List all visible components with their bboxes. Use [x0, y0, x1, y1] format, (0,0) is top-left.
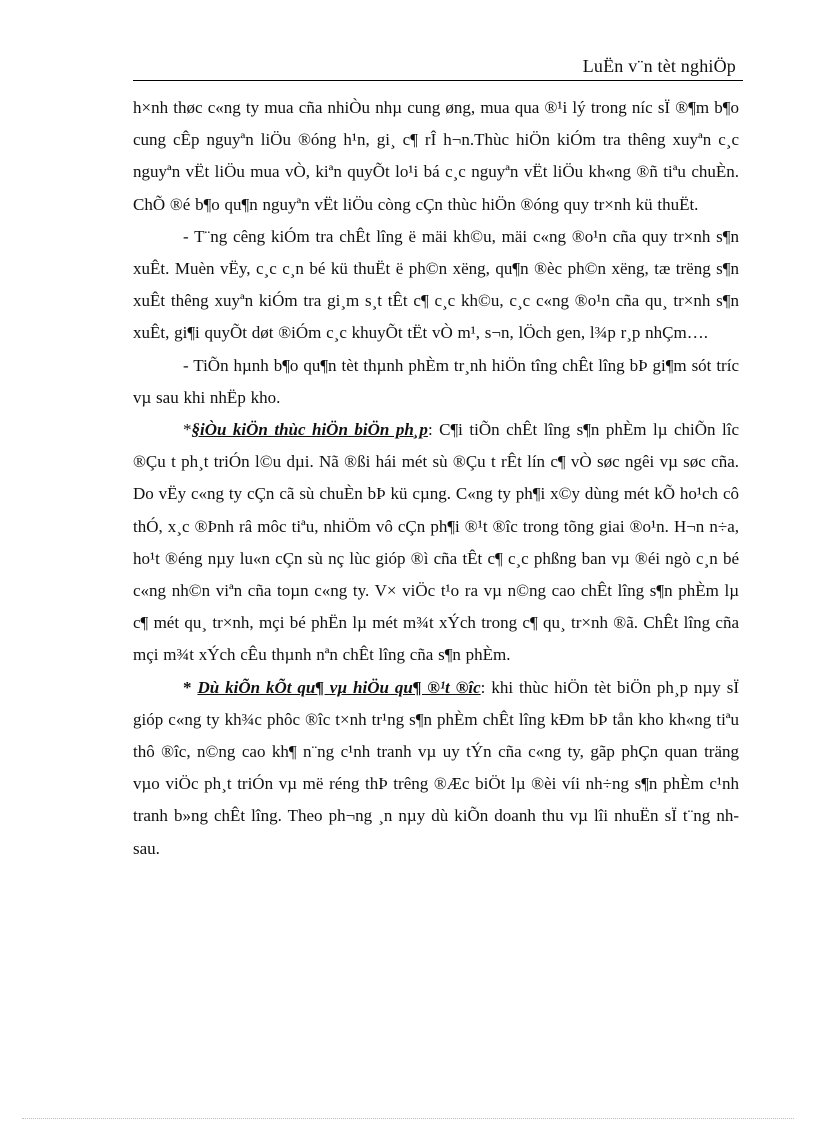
page-bottom-border	[22, 1118, 794, 1119]
body-text	[133, 92, 739, 865]
paragraph-4: *§iÒu kiÖn thùc hiÖn biÖn ph¸p: C¶i tiÕn chÊt lîng s¶n phÈm lµ chiÕn lîc ®Çu t ph¸t triÓn l©u dµi. Nã ®ßi hái mét sù ®Çu t rÊt lín c¶ vÒ søc ngêi vµ søc cña. Do vËy c«ng ty cÇn cã sù chuÈn bÞ kü cµng. C«ng ty ph¶i x©y dùng mét kÕ ho¹ch cô thÓ, x¸c ®Þnh râ môc tiªu, nhiÖm vô cÇn ph¶i ®¹t ®îc trong tõng giai ®o¹n. H¬n n÷a, ho¹t ®éng nµy lu«n cÇn sù nç lùc gióp ®ì cña tÊt c¶ c¸c phßng ban vµ ®éi ngò c¸n bé c«ng nh©n viªn cña toµn c«ng ty. V× viÖc t¹o ra vµ n©ng cao chÊt lîng s¶n phÈm lµ c¶ mét qu¸ tr×nh, mçi bé phËn lµ mét m¾t xÝch trong c¶ qu¸ tr×nh ®ã. ChÊt lîng cña mçi m¾t xÝch cÊu thµnh nªn chÊt lîng cña s¶n phÈm.	[133, 420, 739, 665]
header-title: LuËn v¨n tèt nghiÖp	[582, 56, 736, 76]
paragraph-3: - TiÕn hµnh b¶o qu¶n tèt thµnh phÈm tr¸nh hiÖn tîng chÊt lîng bÞ gi¶m sót tríc vµ sau khi nhËp kho.	[133, 355, 739, 407]
paragraph-5: * Dù kiÕn kÕt qu¶ vµ hiÖu qu¶ ®¹t ®îc: khi thùc hiÖn tèt biÖn ph¸p nµy sÏ gióp c«ng ty kh¾c phôc ®îc t×nh tr¹ng s¶n phÈm chÊt lîng kÐm bÞ tån kho kh«ng tiªu thô ®îc, n©ng cao kh¶ n¨ng c¹nh tranh vµ uy tÝn cña c«ng ty, gãp phÇn quan träng vµo viÖc ph¸t triÓn vµ më réng thÞ trêng ®Æc biÖt lµ ®èi víi nh÷ng s¶n phÈm c¹nh tranh b»ng chÊt lîng. Theo ph¬ng ¸n nµy dù kiÕn doanh thu vµ lîi nhuËn sÏ t¨ng nh sau.	[133, 677, 740, 858]
paragraph-4-heading: §iÒu kiÖn thùc hiÖn biÖn ph¸p	[191, 420, 428, 440]
paragraph-1: h×nh thøc c«ng ty mua cña nhiÒu nhµ cung øng, mua qua ®¹i lý trong níc sÏ ®¶m b¶o cung cÊp nguyªn liÖu ®óng h¹n, gi¸ c¶ rÎ h¬n.Thùc hiÖn kiÓm tra thêng xuyªn c¸c nguyªn vËt liÖu mua vÒ, kiªn quyÕt lo¹i bá c¸c nguyªn vËt liÖu kh«ng ®ñ tiªu chuÈn. ChÕ ®é b¶o qu¶n nguyªn vËt liÖu còng cÇn thùc hiÖn ®óng quy tr×nh kü thuËt.	[133, 98, 739, 214]
paragraph-4-text: : C¶i tiÕn chÊt lîng s¶n phÈm lµ chiÕn lîc ®Çu t ph¸t triÓn l©u dµi. Nã ®ßi hái mét sù ®Çu t rÊt lín c¶ vÒ søc ngêi vµ søc cña. Do vËy c«ng ty cÇn cã sù chuÈn bÞ kü cµng. C«ng ty ph¶i x©y dùng mét kÕ ho¹ch cô thÓ, x¸c ®Þnh râ môc tiªu, nhiÖm vô cÇn ph¶i ®¹t ®îc trong tõng giai ®o¹n. H¬n n÷a, ho¹t ®éng nµy lu«n cÇn sù nç lùc gióp ®ì cña tÊt c¶ c¸c phßng ban vµ ®éi ngò c¸n bé c«ng nh©n viªn cña toµn c«ng ty. V× viÖc t¹o ra vµ n©ng cao chÊt lîng s¶n phÈm lµ c¶ mét qu¸ tr×nh, mçi bé phËn lµ mét m¾t xÝch trong c¶ qu¸ tr×nh ®ã. ChÊt lîng cña mçi m¾t xÝch cÊu thµnh nªn chÊt lîng cña s¶n phÈm.	[133, 420, 739, 665]
header-rule	[133, 80, 743, 81]
paragraph-5-text: : khi thùc hiÖn tèt biÖn ph¸p nµy sÏ gióp c«ng ty kh¾c phôc ®îc t×nh tr¹ng s¶n phÈm chÊt lîng kÐm bÞ tån kho kh«ng tiªu thô ®îc, n©ng cao kh¶ n¨ng c¹nh tranh vµ uy tÝn cña c«ng ty, gãp phÇn quan träng vµo viÖc ph¸t triÓn vµ më réng thÞ trêng ®Æc biÖt lµ ®èi víi nh÷ng s¶n phÈm c¹nh tranh b»ng chÊt lîng. Theo ph¬ng ¸n nµy dù kiÕn doanh thu vµ lîi nhuËn sÏ t¨ng nh sau.	[133, 677, 740, 858]
paragraph-5-heading: Dù kiÕn kÕt qu¶ vµ hiÖu qu¶ ®¹t ®îc	[197, 677, 481, 697]
paragraph-2: - T¨ng cêng kiÓm tra chÊt lîng ë mäi kh©u, mäi c«ng ®o¹n cña quy tr×nh s¶n xuÊt. Muèn vËy, c¸c c¸n bé kü thuËt ë ph©n xëng, qu¶n ®èc ph©n xëng, tæ trëng s¶n xuÊt thêng xuyªn kiÓm tra gi¸m s¸t tÊt c¶ c¸c kh©u, c¸c c«ng ®o¹n cña qu¸ tr×nh s¶n xuÊt, gi¶i quyÕt døt ®iÓm c¸c khuyÕt tËt vÒ m¹, s¬n, lÖch gen, l¾p r¸p nhÇm….	[133, 226, 739, 343]
